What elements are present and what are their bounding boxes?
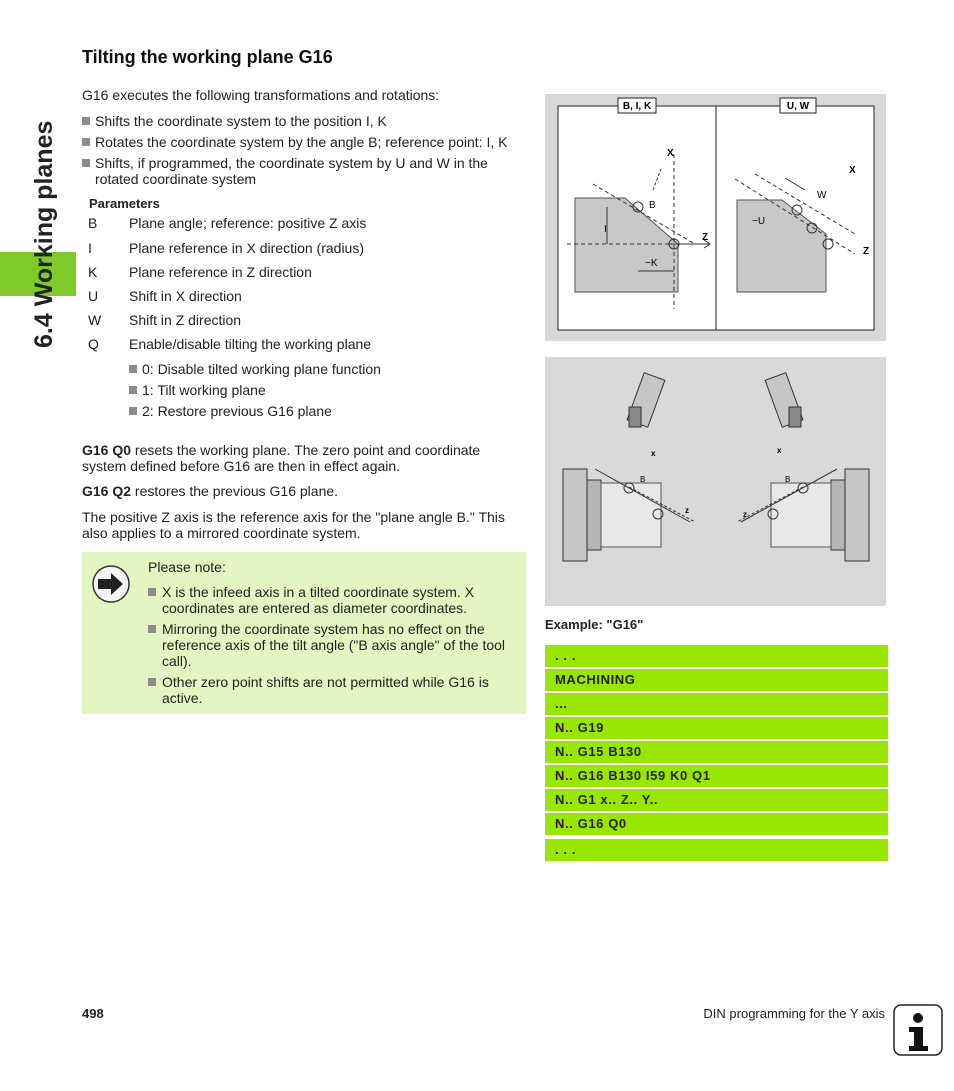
list-item: Shifts the coordinate system to the position I, K bbox=[82, 113, 522, 129]
bullet-square-icon bbox=[129, 386, 137, 394]
param-key: W bbox=[88, 312, 102, 328]
svg-text:X: X bbox=[849, 165, 856, 176]
q-option: 1: Tilt working plane bbox=[129, 382, 266, 398]
param-desc: Plane reference in Z direction bbox=[129, 264, 312, 280]
fig1-left-label: B, I, K bbox=[622, 101, 652, 112]
svg-text:W: W bbox=[817, 190, 827, 201]
svg-text:Z: Z bbox=[702, 232, 709, 243]
param-key: B bbox=[88, 215, 98, 231]
fig1-right-label: U, W bbox=[786, 101, 810, 112]
svg-text:Z: Z bbox=[863, 246, 870, 257]
bullet-square-icon bbox=[129, 407, 137, 415]
param-desc: Shift in X direction bbox=[129, 288, 242, 304]
z-axis-paragraph: The positive Z axis is the reference axis for the "plane angle B." This also applies to a mirrored coordinate system. bbox=[82, 509, 505, 541]
bullet-square-icon bbox=[82, 117, 90, 125]
svg-text:X: X bbox=[667, 148, 674, 159]
intro-text: G16 executes the following transformations and rotations: bbox=[82, 87, 440, 103]
param-key: Q bbox=[88, 336, 99, 352]
q-option: 0: Disable tilted working plane function bbox=[129, 361, 381, 377]
note-item: Other zero point shifts are not permitted while G16 is active. bbox=[148, 674, 518, 706]
info-icon bbox=[893, 1004, 943, 1056]
list-item: Shifts, if programmed, the coordinate system by U and W in the rotated coordinate system bbox=[82, 155, 522, 187]
bullet-square-icon bbox=[82, 159, 90, 167]
code-line: N.. G16 B130 I59 K0 Q1 bbox=[545, 765, 888, 787]
code-line: N.. G15 B130 bbox=[545, 741, 888, 763]
svg-text:−K: −K bbox=[645, 258, 658, 269]
param-desc: Plane angle; reference: positive Z axis bbox=[129, 215, 367, 231]
page-heading: Tilting the working plane G16 bbox=[82, 47, 333, 67]
svg-text:x: x bbox=[777, 446, 782, 455]
arrow-right-icon bbox=[91, 564, 131, 604]
note-title: Please note: bbox=[148, 559, 226, 575]
code-line: N.. G16 Q0 bbox=[545, 813, 888, 835]
code-line: N.. G1 x.. Z.. Y.. bbox=[545, 789, 888, 811]
list-item: Rotates the coordinate system by the angle B; reference point: I, K bbox=[82, 134, 522, 150]
code-line: MACHINING bbox=[545, 669, 888, 691]
code-line: N.. G19 bbox=[545, 717, 888, 739]
svg-text:B: B bbox=[785, 475, 791, 484]
tilt-plane-diagram bbox=[545, 94, 886, 341]
svg-text:B: B bbox=[649, 200, 656, 211]
note-item: Mirroring the coordinate system has no effect on the reference axis of the tilt angle ("B axis angle" of the tool call). bbox=[148, 621, 518, 669]
page-number: 498 bbox=[82, 1006, 104, 1021]
note-item: X is the infeed axis in a tilted coordinate system. X coordinates are entered as diameter coordinates. bbox=[148, 584, 518, 616]
parameters-label: Parameters bbox=[89, 196, 160, 211]
q-option: 2: Restore previous G16 plane bbox=[129, 403, 332, 419]
svg-text:x: x bbox=[651, 449, 656, 458]
example-title: Example: "G16" bbox=[545, 617, 644, 632]
param-key: K bbox=[88, 264, 98, 280]
param-key: I bbox=[88, 240, 92, 256]
bullet-square-icon bbox=[129, 365, 137, 373]
code-line: ... bbox=[545, 693, 888, 715]
bullet-square-icon bbox=[82, 138, 90, 146]
param-desc: Plane reference in X direction (radius) bbox=[129, 240, 365, 256]
tilted-tool-machining-diagram bbox=[545, 357, 886, 606]
code-line: . . . bbox=[545, 839, 888, 861]
svg-text:I: I bbox=[604, 224, 607, 235]
param-desc: Shift in Z direction bbox=[129, 312, 242, 328]
param-key: U bbox=[88, 288, 99, 304]
svg-text:z: z bbox=[743, 510, 747, 519]
svg-text:z: z bbox=[685, 506, 689, 515]
svg-text:B: B bbox=[640, 475, 646, 484]
footer-text: DIN programming for the Y axis bbox=[703, 1006, 885, 1021]
section-title: 6.4 Working planes bbox=[30, 120, 58, 348]
q0-paragraph: G16 Q0 resets the working plane. The zero point and coordinate system defined before G16 are then in effect again. bbox=[82, 442, 481, 474]
q2-paragraph: G16 Q2 restores the previous G16 plane. bbox=[82, 483, 339, 499]
svg-text:−U: −U bbox=[752, 216, 766, 227]
param-desc: Enable/disable tilting the working plane bbox=[129, 336, 372, 352]
code-line: . . . bbox=[545, 645, 888, 667]
